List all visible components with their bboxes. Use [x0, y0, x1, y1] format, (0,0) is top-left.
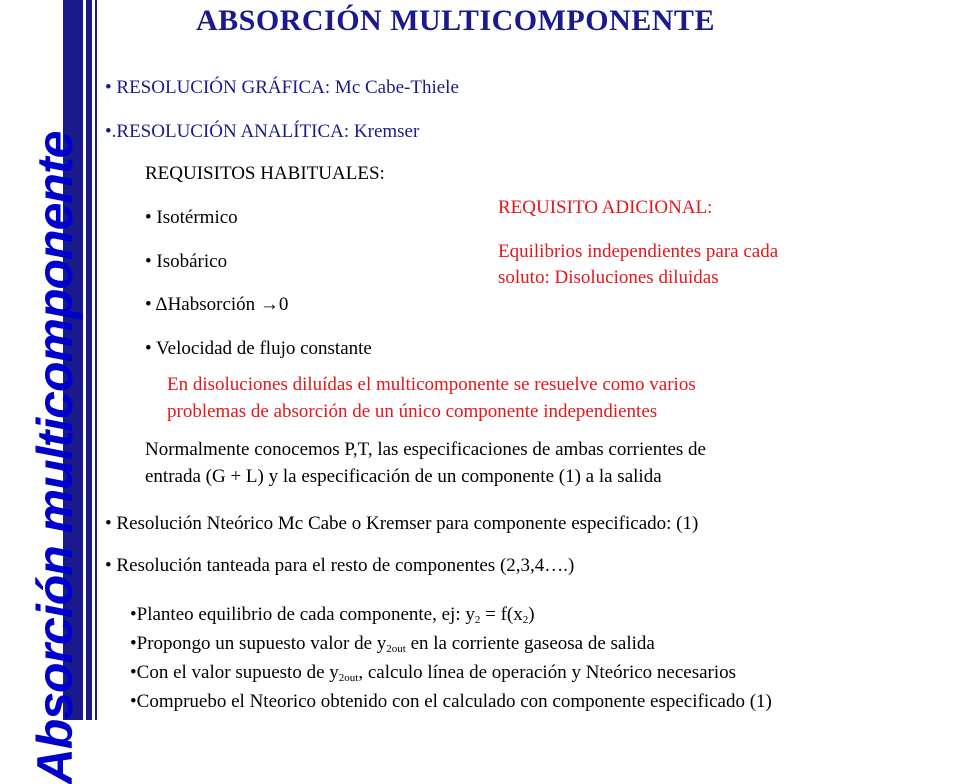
sidebar-stripe	[95, 0, 97, 720]
requisito-item: • Isobárico	[145, 251, 228, 272]
sidebar-title: Absorción multicomponente	[27, 131, 83, 784]
normalmente-text: Normalmente conocemos P,T, las especificaciones de ambas corrientes de	[145, 439, 706, 460]
method-grafica: • RESOLUCIÓN GRÁFICA: Mc Cabe-Thiele	[105, 77, 459, 98]
diluidas-note: problemas de absorción de un único componente independientes	[167, 401, 658, 422]
sidebar	[0, 0, 102, 784]
paso-4: •Compruebo el Nteorico obtenido con el calculado con componente especificado (1)	[130, 691, 772, 712]
paso-2: •Propongo un supuesto valor de $y_{2out}$ en la corriente gaseosa de salida	[130, 633, 655, 655]
paso-3: •Con el valor supuesto de $y_{2out}$, calculo línea de operación y Nteórico necesarios	[130, 662, 737, 684]
adicional-text: Equilibrios independientes para cada	[498, 241, 779, 262]
diluidas-note: En disoluciones diluídas el multicomponente se resuelve como varios	[167, 374, 696, 395]
requisitos-heading: REQUISITOS HABITUALES:	[145, 163, 385, 184]
paso-1: •Planteo equilibrio de cada componente, ej: $y_2 = f(x_2)$	[130, 604, 535, 626]
sidebar-stripe	[86, 0, 92, 720]
method-analitica: •.RESOLUCIÓN ANALÍTICA: Kremser	[105, 121, 420, 142]
adicional-heading: REQUISITO ADICIONAL:	[498, 197, 713, 218]
resolucion-tanteada: • Resolución tanteada para el resto de componentes (2,3,4….)	[105, 555, 575, 576]
adicional-text: soluto: Disoluciones diluidas	[498, 267, 719, 288]
normalmente-text: entrada (G + L) y la especificación de un componente (1) a la salida	[145, 466, 662, 487]
page-title: ABSORCIÓN MULTICOMPONENTE	[196, 4, 715, 37]
requisito-item: • Isotérmico	[145, 207, 238, 228]
requisito-item: • ΔHabsorción →0	[145, 294, 289, 315]
requisito-item: • Velocidad de flujo constante	[145, 338, 372, 359]
resolucion-nteorico: • Resolución Nteórico Mc Cabe o Kremser para componente especificado: (1)	[105, 513, 699, 534]
